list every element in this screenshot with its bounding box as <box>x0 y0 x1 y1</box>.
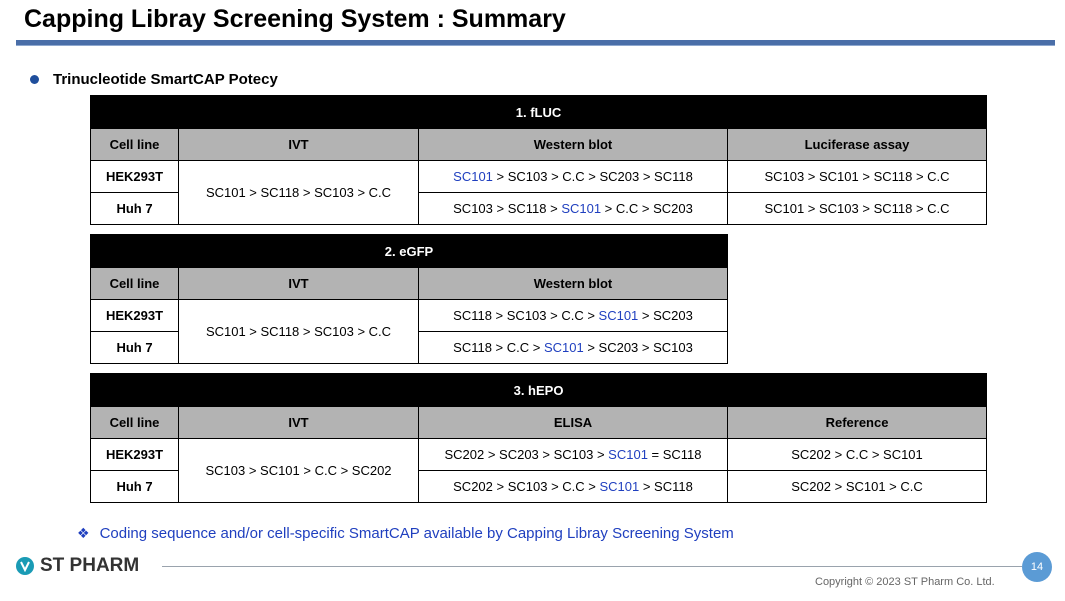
col-header-ivt: IVT <box>179 407 419 439</box>
section-header: 3. hEPO <box>91 374 987 407</box>
logo-text: ST PHARM <box>40 555 140 576</box>
highlight-text: SC101 <box>453 169 493 184</box>
col-header-reference: Reference <box>728 407 987 439</box>
western-blot-cell: SC103 > SC118 > SC101 > C.C > SC203 <box>419 193 728 225</box>
cell-line: HEK293T <box>91 439 179 471</box>
col-header-ivt: IVT <box>179 129 419 161</box>
page-number: 14 <box>1022 552 1052 582</box>
highlight-text: SC101 <box>543 340 584 355</box>
col-header-cell-line: Cell line <box>91 407 179 439</box>
reference-cell: SC202 > C.C > SC101 <box>728 439 987 471</box>
hepo-table <box>90 373 987 503</box>
logo-mark-icon <box>16 557 34 575</box>
page-title: Capping Libray Screening System : Summary <box>24 5 566 33</box>
egfp-table <box>90 234 728 364</box>
col-header-western-blot: Western blot <box>419 129 728 161</box>
cell-line: Huh 7 <box>91 332 179 364</box>
diamond-bullet-icon: ❖ <box>77 525 90 541</box>
table-row <box>91 161 987 193</box>
copyright: Copyright © 2023 ST Pharm Co. Ltd. <box>815 576 995 588</box>
col-header-cell-line: Cell line <box>91 129 179 161</box>
reference-cell: SC202 > SC101 > C.C <box>728 471 987 503</box>
footnote-text: Coding sequence and/or cell-specific SmartCAP available by Capping Libray Screening System <box>99 525 734 542</box>
cell-line: HEK293T <box>91 300 179 332</box>
highlight-text: SC101 <box>598 308 639 323</box>
col-header-western-blot: Western blot <box>419 268 728 300</box>
highlight-text: SC101 <box>608 447 648 462</box>
table-row <box>91 439 987 471</box>
cell-line: Huh 7 <box>91 471 179 503</box>
footnote <box>77 525 734 542</box>
cell-line: HEK293T <box>91 161 179 193</box>
ivt-cell: SC101 > SC118 > SC103 > C.C <box>179 300 419 364</box>
bullet-heading-text: Trinucleotide SmartCAP Potecy <box>53 71 278 88</box>
table-row <box>91 300 728 332</box>
western-blot-cell: SC118 > SC103 > C.C > SC101 > SC203 <box>419 300 728 332</box>
western-blot-cell: SC101 > SC103 > C.C > SC203 > SC118 <box>419 161 728 193</box>
section-header: 1. fLUC <box>91 96 987 129</box>
highlight-text: SC101 <box>599 479 640 494</box>
luciferase-cell: SC103 > SC101 > SC118 > C.C <box>728 161 987 193</box>
ivt-cell: SC101 > SC118 > SC103 > C.C <box>179 161 419 225</box>
elisa-cell: SC202 > SC203 > SC103 > SC101 = SC118 <box>419 439 728 471</box>
cell-line: Huh 7 <box>91 193 179 225</box>
col-header-ivt: IVT <box>179 268 419 300</box>
title-rule <box>16 40 1055 46</box>
company-logo <box>16 555 139 577</box>
ivt-cell: SC103 > SC101 > C.C > SC202 <box>179 439 419 503</box>
col-header-luciferase: Luciferase assay <box>728 129 987 161</box>
luciferase-cell: SC101 > SC103 > SC118 > C.C <box>728 193 987 225</box>
bullet-heading <box>30 71 278 88</box>
footer-rule <box>162 566 1022 567</box>
fluc-table <box>90 95 987 225</box>
col-header-cell-line: Cell line <box>91 268 179 300</box>
highlight-text: SC101 <box>561 201 602 216</box>
bullet-dot-icon <box>30 75 39 84</box>
col-header-elisa: ELISA <box>419 407 728 439</box>
elisa-cell: SC202 > SC103 > C.C > SC101 > SC118 <box>419 471 728 503</box>
section-header: 2. eGFP <box>91 235 728 268</box>
western-blot-cell: SC118 > C.C > SC101 > SC203 > SC103 <box>419 332 728 364</box>
